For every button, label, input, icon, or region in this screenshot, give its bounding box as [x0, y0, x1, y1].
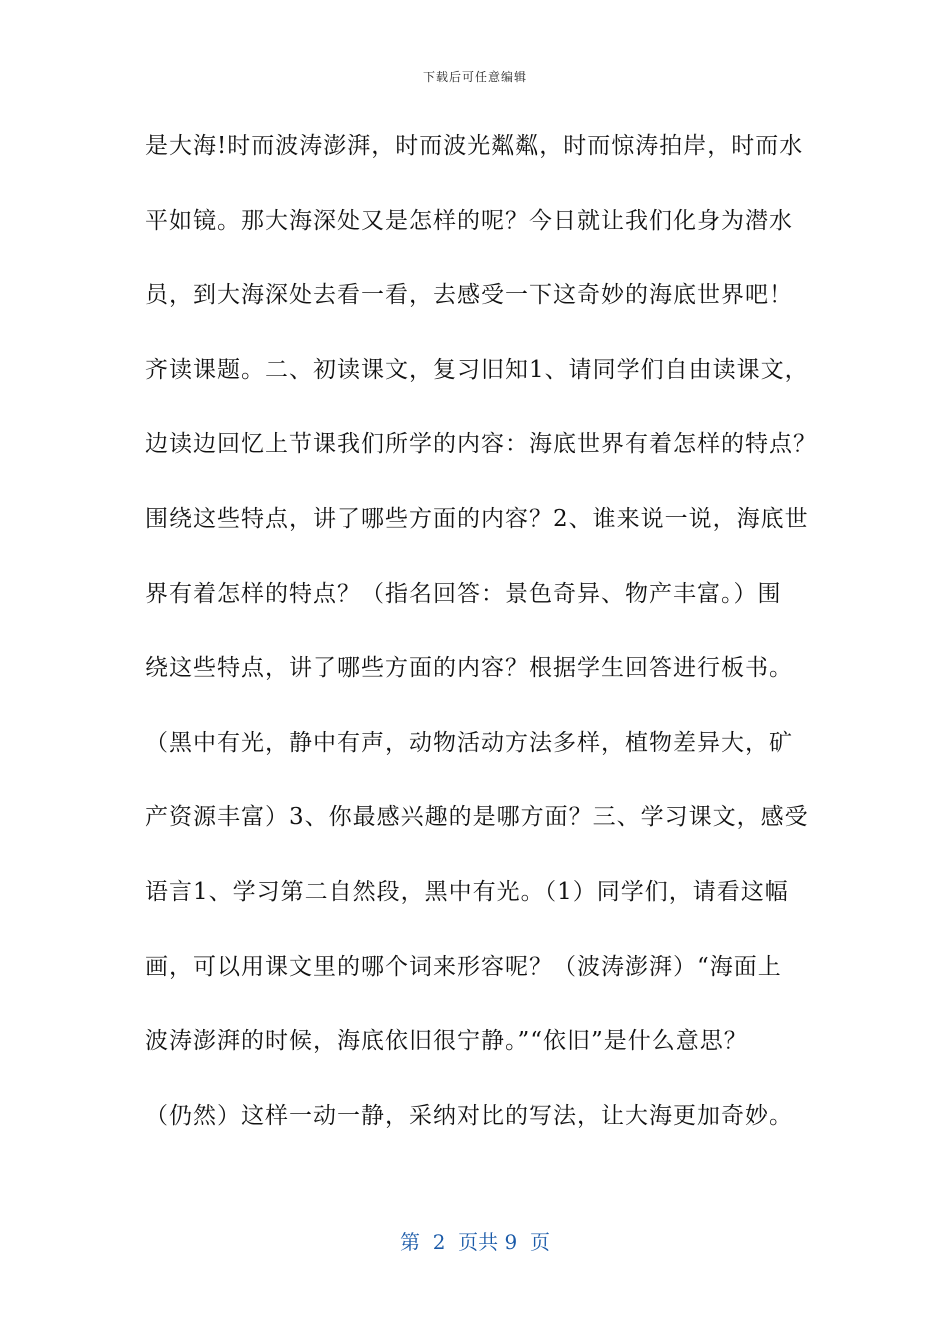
text-line: 围绕这些特点，讲了哪些方面的内容？2、谁来说一说，海底世 — [145, 505, 809, 532]
text-line: 是大海!时而波涛澎湃，时而波光粼粼，时而惊涛拍岸，时而水 — [145, 133, 804, 159]
text-line: （仍然）这样一动一静，采纳对比的写法，让大海更加奇妙。 — [145, 1102, 793, 1129]
text-line: 员，到大海深处去看一看，去感受一下这奇妙的海底世界吧！ — [145, 282, 793, 309]
text-line: 产资源丰富）3、你最感兴趣的是哪方面？三、学习课文，感受 — [145, 804, 809, 831]
text-line: 绕这些特点，讲了哪些方面的内容？根据学生回答进行板书。 — [145, 655, 793, 682]
text-line: 画，可以用课文里的哪个词来形容呢？（波涛澎湃）“海面上 — [145, 953, 782, 980]
text-line: 边读边回忆上节课我们所学的内容：海底世界有着怎样的特点？ — [145, 431, 817, 458]
page-header: 下载后可任意编辑 — [422, 70, 527, 84]
text-line: 波涛澎湃的时候，海底依旧很宁静。”“依旧”是什么意思？ — [145, 1028, 748, 1055]
text-line: （黑中有光，静中有声，动物活动方法多样，植物差异大，矿 — [145, 729, 793, 756]
text-line: 齐读课题。二、初读课文，复习旧知1、请同学们自由读课文， — [145, 356, 809, 383]
text-line: 平如镜。那大海深处又是怎样的呢？今日就让我们化身为潜水 — [145, 207, 793, 234]
body-text — [145, 126, 815, 1170]
text-line: 语言1、学习第二自然段，黑中有光。（1）同学们，请看这幅 — [145, 878, 789, 905]
page-footer: 第 2 页共 9 页 — [400, 1230, 550, 1254]
text-line: 界有着怎样的特点？（指名回答：景色奇异、物产丰富。）围 — [145, 580, 782, 607]
